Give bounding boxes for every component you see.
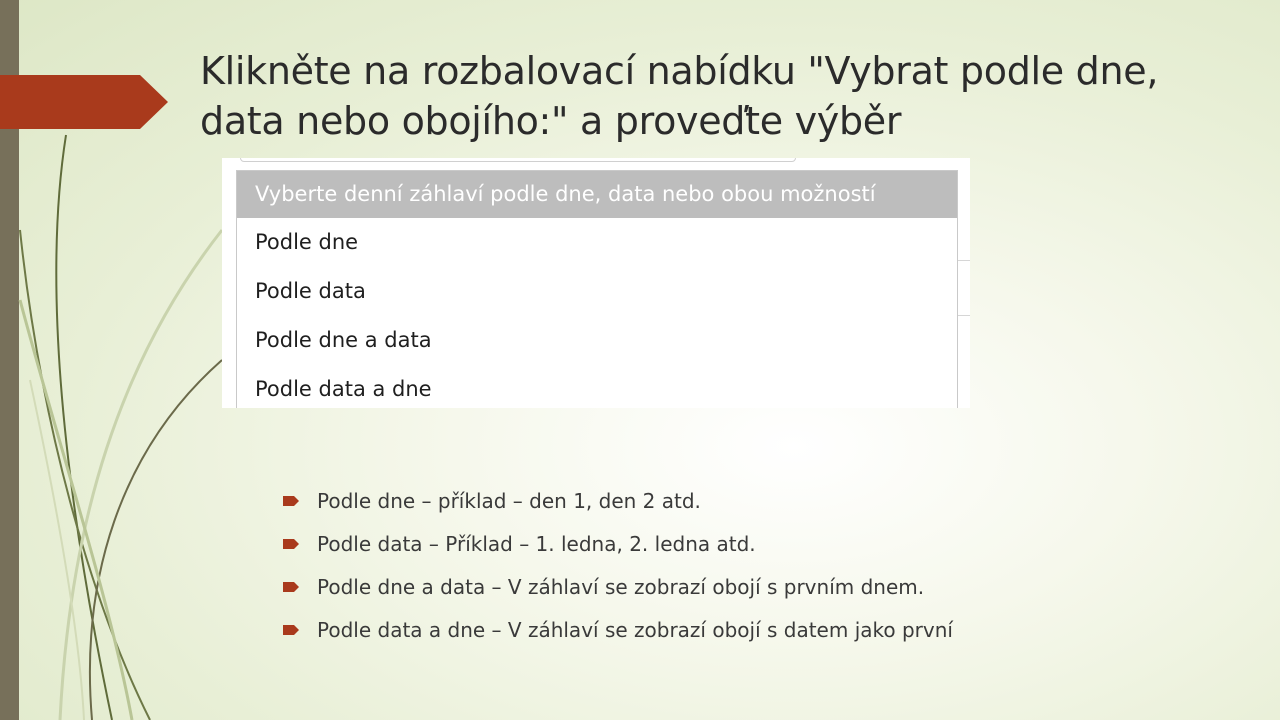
- divider: [956, 315, 970, 316]
- day-header-dropdown[interactable]: [236, 170, 958, 408]
- bullet-item: [283, 527, 1183, 570]
- arrow-bullet-icon: [283, 580, 301, 594]
- dropdown-option-by-date-and-day[interactable]: Podle data a dne: [255, 377, 432, 401]
- bullet-text: Podle data a dne – V záhlaví se zobrazí obojí s datem jako první: [317, 618, 953, 642]
- bullet-item: [283, 484, 1183, 527]
- arrow-bullet-icon: [283, 494, 301, 508]
- slide-title: Klikněte na rozbalovací nabídku "Vybrat podle dne, data nebo obojího:" a proveďte výběr: [200, 49, 1159, 143]
- dropdown-screenshot: [222, 158, 970, 408]
- bullet-text: Podle data – Příklad – 1. ledna, 2. ledna atd.: [317, 532, 756, 556]
- bullet-text: Podle dne a data – V záhlaví se zobrazí obojí s prvním dnem.: [317, 575, 925, 599]
- title-arrow-icon: [0, 75, 170, 129]
- bullet-item: [283, 613, 1183, 656]
- arrow-bullet-icon: [283, 623, 301, 637]
- select-field-edge: [240, 158, 796, 162]
- arrow-bullet-icon: [283, 537, 301, 551]
- bullet-text: Podle dne – příklad – den 1, den 2 atd.: [317, 489, 701, 513]
- dropdown-header-option[interactable]: Vyberte denní záhlaví podle dne, data nebo obou možností: [237, 171, 957, 218]
- dropdown-option-by-date[interactable]: Podle data: [255, 279, 366, 303]
- bullet-item: [283, 570, 1183, 613]
- dropdown-option-by-day[interactable]: Podle dne: [255, 230, 359, 254]
- bullet-list: [283, 484, 1183, 656]
- dropdown-option-by-day-and-date[interactable]: Podle dne a data: [255, 328, 432, 352]
- divider: [956, 260, 970, 261]
